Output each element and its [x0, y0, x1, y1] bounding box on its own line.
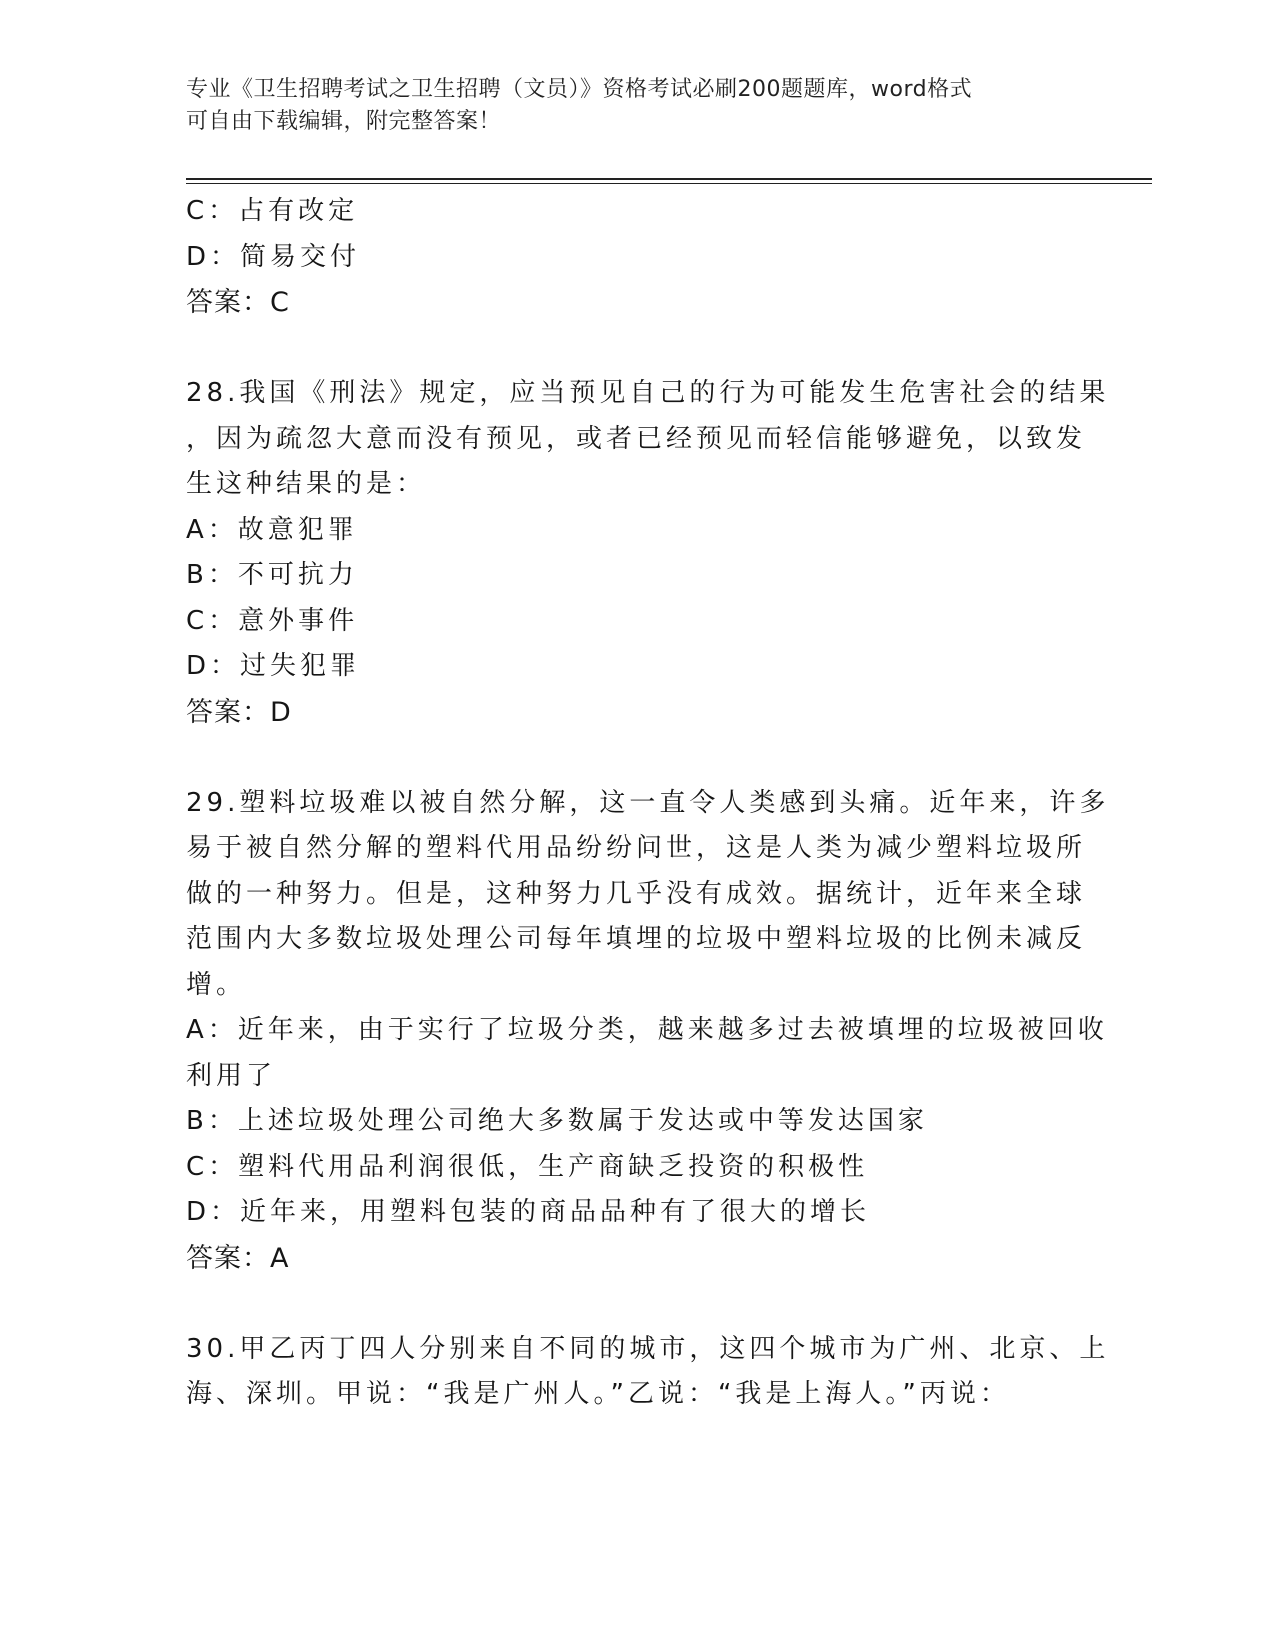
- q29-option-d: D：近年来，用塑料包装的商品品种有了很大的增长: [186, 1197, 871, 1227]
- q28-option-a: A：故意犯罪: [186, 514, 358, 545]
- q29-stem-line-5: 增。: [186, 969, 247, 1000]
- q29-stem-line-2: 易于被自然分解的塑料代用品纷纷问世，这是人类为减少塑料垃圾所: [186, 833, 1087, 863]
- q27-option-c: C：占有改定: [186, 196, 359, 226]
- q29-option-a-line-2: 利用了: [186, 1060, 277, 1091]
- header-line-1: 专业《卫生招聘考试之卫生招聘（文员）》资格考试必刷200题题库，word格式: [186, 77, 973, 102]
- header-line-2: 可自由下载编辑，附完整答案！: [186, 109, 502, 134]
- header-divider-thick: [186, 178, 1152, 180]
- q29-answer: 答案：A: [186, 1242, 290, 1274]
- q30-stem-line-2: 海、深圳。甲说：“我是广州人。”乙说：“我是上海人。”丙说：: [186, 1379, 1010, 1409]
- q29-stem-line-4: 范围内大多数垃圾处理公司每年填埋的垃圾中塑料垃圾的比例未减反: [186, 924, 1087, 954]
- question-content: [186, 189, 1110, 1418]
- q27-option-d: D：简易交付: [186, 241, 361, 272]
- spacer: [186, 326, 1066, 372]
- q28-stem-line-2: ，因为疏忽大意而没有预见，或者已经预见而轻信能够避免，以致发: [186, 423, 1087, 454]
- spacer: [186, 1281, 1066, 1327]
- q29-option-b: B：上述垃圾处理公司绝大多数属于发达或中等发达国家: [186, 1106, 928, 1136]
- q29-stem-line-3: 做的一种努力。但是，这种努力几乎没有成效。据统计，近年来全球: [186, 878, 1087, 909]
- q30-stem-line-1: 30.甲乙丙丁四人分别来自不同的城市，这四个城市为广州、北京、上: [186, 1333, 1110, 1364]
- spacer: [186, 735, 1066, 781]
- q28-option-c: C：意外事件: [186, 605, 359, 636]
- q29-stem-line-1: 29.塑料垃圾难以被自然分解，这一直令人类感到头痛。近年来，许多: [186, 787, 1110, 818]
- q28-answer: 答案：D: [186, 696, 292, 728]
- q29-option-c: C：塑料代用品利润很低，生产商缺乏投资的积极性: [186, 1151, 869, 1182]
- q28-stem-line-1: 28.我国《刑法》规定，应当预见自己的行为可能发生危害社会的结果: [186, 378, 1110, 408]
- q27-answer: 答案：C: [186, 287, 290, 318]
- document-header: [186, 74, 1066, 138]
- q28-option-b: B：不可抗力: [186, 560, 358, 590]
- q28-stem-line-3: 生这种结果的是：: [186, 469, 427, 499]
- q28-option-d: D：过失犯罪: [186, 651, 361, 681]
- header-divider-thin: [186, 183, 1152, 184]
- q29-option-a-line-1: A：近年来，由于实行了垃圾分类，越来越多过去被填埋的垃圾被回收: [186, 1015, 1108, 1045]
